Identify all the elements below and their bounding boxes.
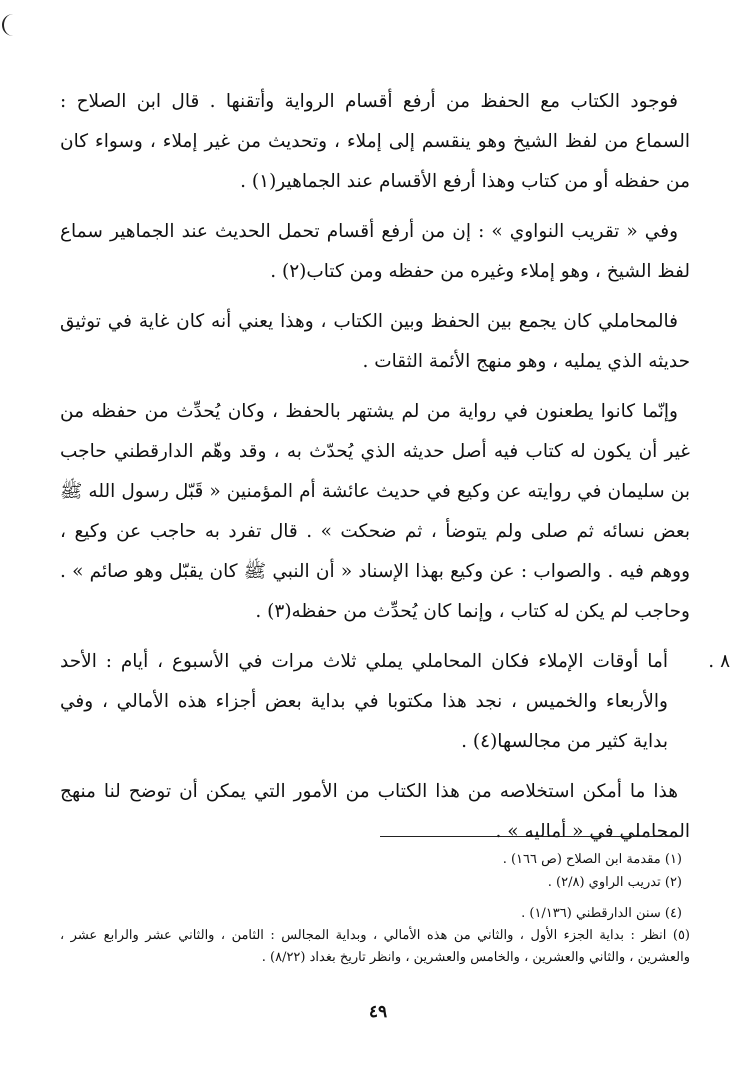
footnotes — [60, 848, 690, 969]
paragraph-1: فوجود الكتاب مع الحفظ من أرفع أقسام الرواية وأتقنها . قال ابن الصلاح : السماع من لفظ الشيخ وهو ينقسم إلى إملاء ، وتحديث من غير إملاء ، وسواء كان من حفظه أو من كتاب وهذا أرفع الأقسام عند الجماهير(١) . — [60, 91, 690, 192]
main-text — [60, 82, 730, 862]
footnote-4: (٤) سنن الدارقطني (١/١٣٦) . — [521, 906, 682, 921]
footnote-5: (٥) انظر : بداية الجزء الأول ، والثاني من هذه الأمالي ، وبداية المجالس : الثامن ، والثاني عشر والرابع عشر ، والعشرين ، والثاني والعشرين ، والخامس والعشرين ، وانظر تاريخ بغداد (٨/٢٢) . — [60, 928, 690, 965]
footnote-divider — [380, 836, 680, 837]
item-text: أما أوقات الإملاء فكان المحاملي يملي ثلاث مرات في الأسبوع ، أيام : الأحد والأربعاء والخميس ، نجد هذا مكتوبا في بداية بعض أجزاء هذه الأمالي ، وفي بداية كثير من مجالسها(٤) . — [60, 651, 668, 752]
paragraph-2: وفي « تقريب النواوي » : إن من أرفع أقسام تحمل الحديث عند الجماهير سماع لفظ الشيخ ، وهو إملاء وغيره من حفظه ومن كتاب(٢) . — [60, 221, 690, 282]
page-corner-mark — [2, 14, 14, 36]
footnote-1: (١) مقدمة ابن الصلاح (ص ١٦٦) . — [502, 852, 682, 867]
footnote-2: (٢) تدريب الراوي (٢/٨) . — [547, 875, 682, 890]
paragraph-4: وإنّما كانوا يطعنون في رواية من لم يشتهر بالحفظ ، وكان يُحدِّث من حفظه من غير أن يكون له كتاب فيه أصل حديثه الذي يُحدّث به ، وقد وهّم الدارقطني حاجب بن سليمان في روايته عن وكيع في حديث عائشة أم المؤمنين « قَبّل رسول الله ﷺ بعض نسائه ثم صلى ولم يتوضأ ، ثم ضحكت » . قال تفرد به حاجب عن وكيع ، ووهم فيه . والصواب : عن وكيع بهذا الإسناد « أن النبي ﷺ كان يقبّل وهو صائم » . وحاجب لم يكن له كتاب ، وإنما كان يُحدِّث من حفظه(٣) . — [60, 401, 690, 622]
page-number: ٤٩ — [368, 1002, 388, 1022]
closing-paragraph: هذا ما أمكن استخلاصه من هذا الكتاب من الأمور التي يمكن أن توضح لنا منهج المحاملي في « أماليه » . — [60, 781, 690, 842]
paragraph-3: فالمحاملي كان يجمع بين الحفظ وبين الكتاب ، وهذا يعني أنه كان غاية في توثيق حديثه الذي يمليه ، وهو منهج الأئمة الثقات . — [60, 311, 690, 372]
numbered-item-8 — [60, 642, 730, 762]
item-number: ٨ . — [708, 651, 730, 672]
